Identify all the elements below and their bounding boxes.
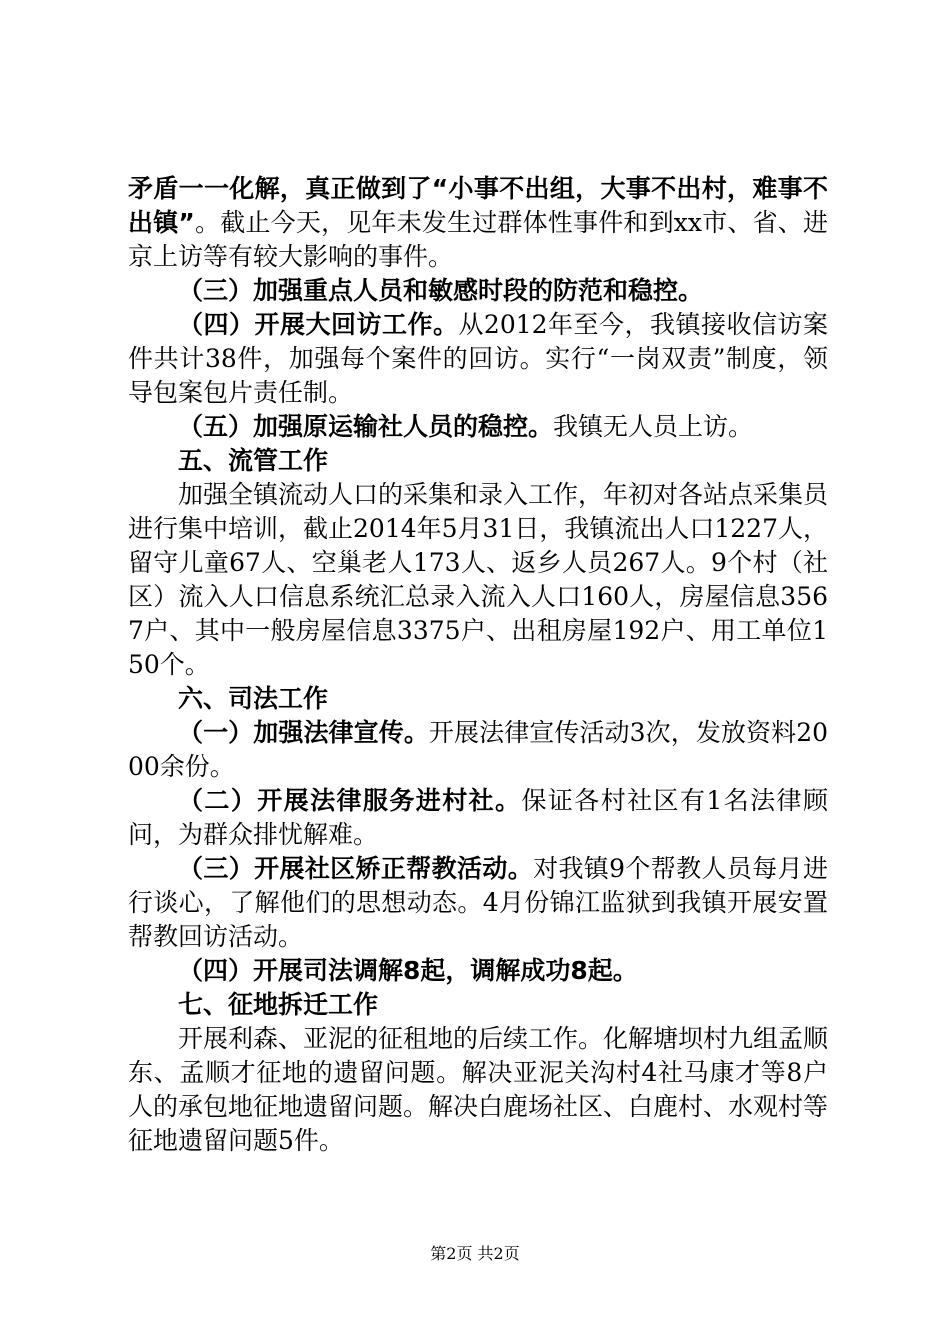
- paragraph-6: [128, 478, 828, 682]
- section-heading-7-text: 七、征地拆迁工作: [178, 990, 379, 1019]
- paragraph-13: [128, 1022, 828, 1158]
- paragraph-1-bold: 矛盾一一化解，真正做到了“小事不出组，大事不出村，难事不出镇”: [128, 174, 828, 237]
- paragraph-9: [128, 784, 828, 852]
- paragraph-6-text: 加强全镇流动人口的采集和录入工作，年初对各站点采集员进行集中培训，截止2014年5月31日，我镇流出人口1227人，留守儿童67人、空巢老人173人、返乡人员267人。9个村（社区）流入人口信息系统汇总录入流入人口160人，房屋信息3567户、其中一般房屋信息3375户、出租房屋192户、用工单位150个。: [128, 480, 829, 679]
- paragraph-3-lead: （四）开展大回访工作。: [178, 310, 459, 339]
- section-heading-7: [128, 988, 828, 1022]
- document-body: [128, 172, 828, 1158]
- section-heading-5-text: 五、流管工作: [178, 446, 329, 475]
- paragraph-4-lead: （五）加强原运输社人员的稳控。: [178, 412, 554, 441]
- paragraph-13-text: 开展利森、亚泥的征租地的后续工作。化解塘坝村九组孟顺东、孟顺才征地的遗留问题。解决亚泥关沟村4社马康才等8户人的承包地征地遗留问题。解决白鹿场社区、白鹿村、水观村等征地遗留问题5件。: [128, 1024, 829, 1155]
- paragraph-2: [128, 274, 828, 308]
- paragraph-10: [128, 852, 828, 954]
- page-footer: [0, 1244, 950, 1264]
- paragraph-11: [128, 954, 828, 988]
- section-heading-5: [128, 444, 828, 478]
- paragraph-8-text: 开展法律宣传活动3次，发放资料2000余份。: [128, 718, 828, 781]
- paragraph-8-lead: （一）加强法律宣传。: [178, 718, 429, 747]
- paragraph-9-text: 保证各村社区有1名法律顾问，为群众排忧解难。: [128, 786, 828, 849]
- paragraph-1-text: 。截止今天，见年未发生过群体性事件和到xx市、省、进京上访等有较大影响的事件。: [128, 208, 828, 271]
- paragraph-4-text: 我镇无人员上访。: [553, 412, 754, 441]
- section-heading-6-text: 六、司法工作: [178, 684, 329, 713]
- paragraph-1: [128, 172, 828, 274]
- paragraph-2-lead: （三）加强重点人员和敏感时段的防范和稳控。: [178, 276, 704, 305]
- paragraph-10-lead: （三）开展社区矫正帮教活动。: [178, 854, 534, 883]
- paragraph-9-lead: （二）开展法律服务进村社。: [178, 786, 522, 815]
- paragraph-4: [128, 410, 828, 444]
- paragraph-3-text: 从2012年至今，我镇接收信访案件共计38件，加强每个案件的回访。实行“一岗双责”制度，领导包案包片责任制。: [128, 310, 828, 407]
- paragraph-11-lead: （四）开展司法调解8起，调解成功8起。: [178, 956, 638, 985]
- section-heading-6: [128, 682, 828, 716]
- paragraph-8: [128, 716, 828, 784]
- paragraph-10-text: 对我镇9个帮教人员每月进行谈心，了解他们的思想动态。4月份锦江监狱到我镇开展安置帮教回访活动。: [128, 854, 828, 951]
- paragraph-3: [128, 308, 828, 410]
- page-number-label: 第2页 共2页: [430, 1244, 520, 1263]
